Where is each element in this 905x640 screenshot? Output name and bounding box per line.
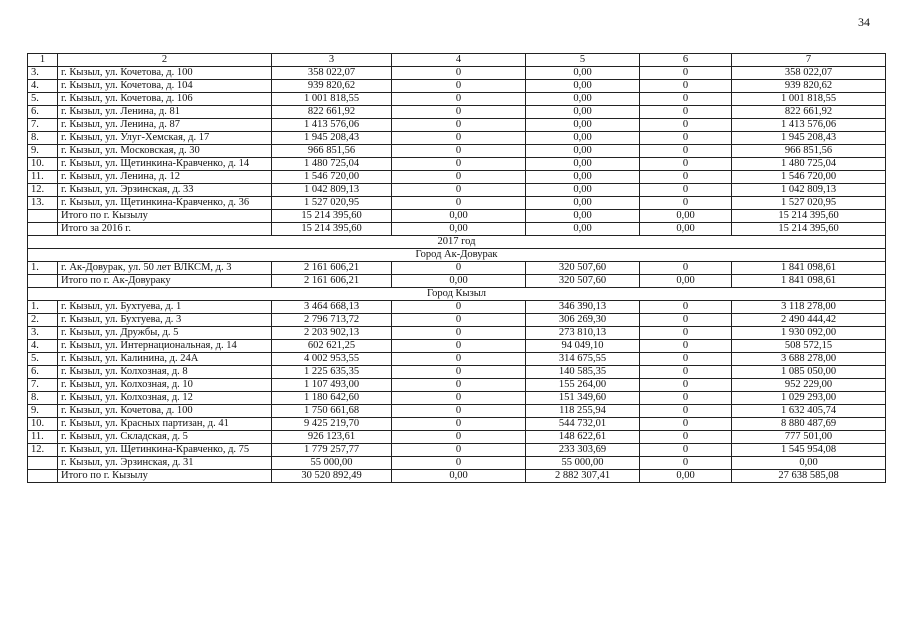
col5-cell: 0,00 <box>526 106 640 119</box>
col5-cell: 148 622,61 <box>526 431 640 444</box>
col5-cell: 55 000,00 <box>526 457 640 470</box>
address-cell: г. Кызыл, ул. Эрзинская, д. 33 <box>58 184 272 197</box>
col5-cell: 0,00 <box>526 145 640 158</box>
col4-cell: 0 <box>392 171 526 184</box>
section-title: Город Ак-Довурак <box>28 249 886 262</box>
col6-cell: 0 <box>640 80 732 93</box>
total-cost-cell: 602 621,25 <box>272 340 392 353</box>
table-row <box>28 392 886 405</box>
budget-table <box>27 53 886 483</box>
col5-cell: 0,00 <box>526 171 640 184</box>
col7-cell: 1 632 405,74 <box>732 405 886 418</box>
col5-cell: 0,00 <box>526 132 640 145</box>
col7-cell: 15 214 395,60 <box>732 210 886 223</box>
total-cost-cell: 1 107 493,00 <box>272 379 392 392</box>
col6-cell: 0 <box>640 366 732 379</box>
total-cost-cell: 1 750 661,68 <box>272 405 392 418</box>
address-cell: г. Кызыл, ул. Складская, д. 5 <box>58 431 272 444</box>
section-title: Город Кызыл <box>28 288 886 301</box>
col4-cell: 0 <box>392 457 526 470</box>
col5-cell: 151 349,60 <box>526 392 640 405</box>
address-cell: г. Кызыл, ул. Кочетова, д. 104 <box>58 80 272 93</box>
row-number-cell: 9. <box>28 145 58 158</box>
total-cost-cell: 1 779 257,77 <box>272 444 392 457</box>
row-number-cell: 4. <box>28 80 58 93</box>
col4-cell: 0 <box>392 184 526 197</box>
table-row <box>28 327 886 340</box>
address-cell: г. Кызыл, ул. Улуг-Хемская, д. 17 <box>58 132 272 145</box>
col4-cell: 0 <box>392 301 526 314</box>
col5-cell: 0,00 <box>526 223 640 236</box>
row-number-cell: 8. <box>28 132 58 145</box>
total-cost-cell: 1 042 809,13 <box>272 184 392 197</box>
col7-cell: 1 029 293,00 <box>732 392 886 405</box>
col4-cell: 0 <box>392 405 526 418</box>
col5-cell: 314 675,55 <box>526 353 640 366</box>
row-number-cell <box>28 210 58 223</box>
col4-cell: 0 <box>392 262 526 275</box>
address-cell: г. Кызыл, ул. Дружбы, д. 5 <box>58 327 272 340</box>
col6-cell: 0 <box>640 392 732 405</box>
col6-cell: 0 <box>640 119 732 132</box>
table-row <box>28 353 886 366</box>
total-cost-cell: 30 520 892,49 <box>272 470 392 483</box>
col6-cell: 0,00 <box>640 470 732 483</box>
row-number-cell: 8. <box>28 392 58 405</box>
table-row <box>28 67 886 80</box>
total-cost-cell: 1 001 818,55 <box>272 93 392 106</box>
row-number-cell: 6. <box>28 366 58 379</box>
col7-cell: 1 480 725,04 <box>732 158 886 171</box>
total-cost-cell: 2 161 606,21 <box>272 275 392 288</box>
total-cost-cell: 55 000,00 <box>272 457 392 470</box>
col5-cell: 0,00 <box>526 184 640 197</box>
col7-cell: 358 022,07 <box>732 67 886 80</box>
col7-cell: 777 501,00 <box>732 431 886 444</box>
table-row <box>28 197 886 210</box>
column-header-2: 2 <box>58 54 272 67</box>
col6-cell: 0 <box>640 457 732 470</box>
col6-cell: 0 <box>640 353 732 366</box>
table-row <box>28 314 886 327</box>
col4-cell: 0 <box>392 93 526 106</box>
row-number-cell: 11. <box>28 431 58 444</box>
row-number-cell: 13. <box>28 197 58 210</box>
col7-cell: 1 085 050,00 <box>732 366 886 379</box>
total-cost-cell: 1 180 642,60 <box>272 392 392 405</box>
col4-cell: 0 <box>392 392 526 405</box>
col6-cell: 0 <box>640 379 732 392</box>
row-number-cell: 1. <box>28 262 58 275</box>
table-row <box>28 210 886 223</box>
col7-cell: 0,00 <box>732 457 886 470</box>
page-number: 34 <box>858 15 870 29</box>
column-header-4: 4 <box>392 54 526 67</box>
col4-cell: 0 <box>392 314 526 327</box>
col6-cell: 0 <box>640 327 732 340</box>
row-number-cell <box>28 275 58 288</box>
col6-cell: 0 <box>640 340 732 353</box>
col7-cell: 1 546 720,00 <box>732 171 886 184</box>
total-cost-cell: 2 796 713,72 <box>272 314 392 327</box>
address-cell: г. Кызыл, ул. Кочетова, д. 100 <box>58 405 272 418</box>
col4-cell: 0 <box>392 106 526 119</box>
section-row <box>28 236 886 249</box>
col7-cell: 1 545 954,08 <box>732 444 886 457</box>
row-number-cell: 3. <box>28 327 58 340</box>
col4-cell: 0,00 <box>392 275 526 288</box>
col6-cell: 0 <box>640 418 732 431</box>
col4-cell: 0 <box>392 67 526 80</box>
row-number-cell <box>28 223 58 236</box>
address-cell: Итого по г. Кызылу <box>58 470 272 483</box>
total-cost-cell: 3 464 668,13 <box>272 301 392 314</box>
col6-cell: 0 <box>640 197 732 210</box>
col5-cell: 0,00 <box>526 197 640 210</box>
table-row <box>28 158 886 171</box>
column-header-5: 5 <box>526 54 640 67</box>
column-header-1: 1 <box>28 54 58 67</box>
total-cost-cell: 966 851,56 <box>272 145 392 158</box>
table-row <box>28 275 886 288</box>
total-cost-cell: 926 123,61 <box>272 431 392 444</box>
row-number-cell: 2. <box>28 314 58 327</box>
col7-cell: 952 229,00 <box>732 379 886 392</box>
col6-cell: 0 <box>640 184 732 197</box>
col7-cell: 939 820,62 <box>732 80 886 93</box>
table-row <box>28 93 886 106</box>
col4-cell: 0 <box>392 444 526 457</box>
total-cost-cell: 1 546 720,00 <box>272 171 392 184</box>
col7-cell: 1 945 208,43 <box>732 132 886 145</box>
address-cell: Итого по г. Кызылу <box>58 210 272 223</box>
address-cell: г. Кызыл, ул. Интернациональная, д. 14 <box>58 340 272 353</box>
total-cost-cell: 939 820,62 <box>272 80 392 93</box>
row-number-cell: 12. <box>28 184 58 197</box>
col6-cell: 0 <box>640 106 732 119</box>
table-row <box>28 132 886 145</box>
col6-cell: 0 <box>640 405 732 418</box>
col5-cell: 0,00 <box>526 67 640 80</box>
col6-cell: 0,00 <box>640 210 732 223</box>
address-cell: г. Кызыл, ул. Щетинкина-Кравченко, д. 14 <box>58 158 272 171</box>
col4-cell: 0 <box>392 366 526 379</box>
table-row <box>28 184 886 197</box>
row-number-cell: 1. <box>28 301 58 314</box>
row-number-cell: 6. <box>28 106 58 119</box>
address-cell: г. Кызыл, ул. Московская, д. 30 <box>58 145 272 158</box>
address-cell: Итого за 2016 г. <box>58 223 272 236</box>
col6-cell: 0 <box>640 67 732 80</box>
table-row <box>28 366 886 379</box>
col4-cell: 0 <box>392 379 526 392</box>
row-number-cell <box>28 457 58 470</box>
table-row <box>28 301 886 314</box>
table-row <box>28 106 886 119</box>
address-cell: г. Кызыл, ул. Кочетова, д. 100 <box>58 67 272 80</box>
col4-cell: 0 <box>392 418 526 431</box>
row-number-cell: 5. <box>28 353 58 366</box>
col6-cell: 0 <box>640 171 732 184</box>
total-cost-cell: 1 480 725,04 <box>272 158 392 171</box>
row-number-cell: 7. <box>28 119 58 132</box>
col5-cell: 544 732,01 <box>526 418 640 431</box>
col6-cell: 0 <box>640 431 732 444</box>
col7-cell: 1 001 818,55 <box>732 93 886 106</box>
col6-cell: 0 <box>640 93 732 106</box>
total-cost-cell: 2 161 606,21 <box>272 262 392 275</box>
col6-cell: 0 <box>640 314 732 327</box>
total-cost-cell: 15 214 395,60 <box>272 210 392 223</box>
col5-cell: 118 255,94 <box>526 405 640 418</box>
col6-cell: 0 <box>640 158 732 171</box>
total-cost-cell: 358 022,07 <box>272 67 392 80</box>
col4-cell: 0 <box>392 197 526 210</box>
col4-cell: 0 <box>392 327 526 340</box>
col5-cell: 320 507,60 <box>526 262 640 275</box>
col5-cell: 0,00 <box>526 158 640 171</box>
total-cost-cell: 1 945 208,43 <box>272 132 392 145</box>
row-number-cell: 12. <box>28 444 58 457</box>
address-cell: г. Кызыл, ул. Красных партизан, д. 41 <box>58 418 272 431</box>
total-cost-cell: 822 661,92 <box>272 106 392 119</box>
table-row <box>28 405 886 418</box>
col7-cell: 1 930 092,00 <box>732 327 886 340</box>
col7-cell: 2 490 444,42 <box>732 314 886 327</box>
address-cell: г. Кызыл, ул. Колхозная, д. 8 <box>58 366 272 379</box>
row-number-cell: 5. <box>28 93 58 106</box>
col7-cell: 508 572,15 <box>732 340 886 353</box>
col7-cell: 966 851,56 <box>732 145 886 158</box>
row-number-cell <box>28 470 58 483</box>
col7-cell: 1 841 098,61 <box>732 275 886 288</box>
col5-cell: 233 303,69 <box>526 444 640 457</box>
col6-cell: 0 <box>640 132 732 145</box>
col4-cell: 0,00 <box>392 470 526 483</box>
col5-cell: 2 882 307,41 <box>526 470 640 483</box>
address-cell: г. Ак-Довурак, ул. 50 лет ВЛКСМ, д. 3 <box>58 262 272 275</box>
col4-cell: 0 <box>392 158 526 171</box>
address-cell: г. Кызыл, ул. Щетинкина-Кравченко, д. 36 <box>58 197 272 210</box>
col5-cell: 140 585,35 <box>526 366 640 379</box>
row-number-cell: 10. <box>28 418 58 431</box>
col7-cell: 8 880 487,69 <box>732 418 886 431</box>
table-row <box>28 119 886 132</box>
col7-cell: 1 042 809,13 <box>732 184 886 197</box>
table-row <box>28 379 886 392</box>
table-row <box>28 444 886 457</box>
table-row <box>28 262 886 275</box>
address-cell: Итого по г. Ак-Довураку <box>58 275 272 288</box>
col6-cell: 0,00 <box>640 275 732 288</box>
col4-cell: 0 <box>392 80 526 93</box>
total-cost-cell: 2 203 902,13 <box>272 327 392 340</box>
address-cell: г. Кызыл, ул. Ленина, д. 81 <box>58 106 272 119</box>
address-cell: г. Кызыл, ул. Ленина, д. 12 <box>58 171 272 184</box>
row-number-cell: 4. <box>28 340 58 353</box>
col5-cell: 320 507,60 <box>526 275 640 288</box>
address-cell: г. Кызыл, ул. Колхозная, д. 10 <box>58 379 272 392</box>
column-header-6: 6 <box>640 54 732 67</box>
column-header-3: 3 <box>272 54 392 67</box>
col7-cell: 1 527 020,95 <box>732 197 886 210</box>
col6-cell: 0 <box>640 301 732 314</box>
table-row <box>28 80 886 93</box>
address-cell: г. Кызыл, ул. Калинина, д. 24А <box>58 353 272 366</box>
col7-cell: 15 214 395,60 <box>732 223 886 236</box>
col7-cell: 1 413 576,06 <box>732 119 886 132</box>
total-cost-cell: 1 527 020,95 <box>272 197 392 210</box>
address-cell: г. Кызыл, ул. Бухтуева, д. 3 <box>58 314 272 327</box>
address-cell: г. Кызыл, ул. Бухтуева, д. 1 <box>58 301 272 314</box>
section-title: 2017 год <box>28 236 886 249</box>
col4-cell: 0 <box>392 132 526 145</box>
col4-cell: 0 <box>392 353 526 366</box>
table-row <box>28 431 886 444</box>
row-number-cell: 7. <box>28 379 58 392</box>
table-row <box>28 457 886 470</box>
table-row <box>28 470 886 483</box>
row-number-cell: 10. <box>28 158 58 171</box>
col4-cell: 0 <box>392 145 526 158</box>
col7-cell: 822 661,92 <box>732 106 886 119</box>
col4-cell: 0 <box>392 340 526 353</box>
col4-cell: 0 <box>392 119 526 132</box>
table-row <box>28 340 886 353</box>
col7-cell: 27 638 585,08 <box>732 470 886 483</box>
total-cost-cell: 1 413 576,06 <box>272 119 392 132</box>
address-cell: г. Кызыл, ул. Ленина, д. 87 <box>58 119 272 132</box>
table-header-row <box>28 54 886 67</box>
col5-cell: 273 810,13 <box>526 327 640 340</box>
col7-cell: 3 118 278,00 <box>732 301 886 314</box>
row-number-cell: 3. <box>28 67 58 80</box>
table-row <box>28 171 886 184</box>
total-cost-cell: 4 002 953,55 <box>272 353 392 366</box>
col6-cell: 0,00 <box>640 223 732 236</box>
col5-cell: 0,00 <box>526 210 640 223</box>
col6-cell: 0 <box>640 145 732 158</box>
col6-cell: 0 <box>640 444 732 457</box>
col7-cell: 3 688 278,00 <box>732 353 886 366</box>
col5-cell: 0,00 <box>526 93 640 106</box>
table-row <box>28 223 886 236</box>
col6-cell: 0 <box>640 262 732 275</box>
total-cost-cell: 1 225 635,35 <box>272 366 392 379</box>
address-cell: г. Кызыл, ул. Щетинкина-Кравченко, д. 75 <box>58 444 272 457</box>
col5-cell: 0,00 <box>526 80 640 93</box>
total-cost-cell: 15 214 395,60 <box>272 223 392 236</box>
address-cell: г. Кызыл, ул. Колхозная, д. 12 <box>58 392 272 405</box>
col7-cell: 1 841 098,61 <box>732 262 886 275</box>
table-row <box>28 145 886 158</box>
col4-cell: 0,00 <box>392 223 526 236</box>
address-cell: г. Кызыл, ул. Эрзинская, д. 31 <box>58 457 272 470</box>
row-number-cell: 11. <box>28 171 58 184</box>
section-row <box>28 288 886 301</box>
col5-cell: 306 269,30 <box>526 314 640 327</box>
col4-cell: 0,00 <box>392 210 526 223</box>
table-row <box>28 418 886 431</box>
total-cost-cell: 9 425 219,70 <box>272 418 392 431</box>
section-row <box>28 249 886 262</box>
column-header-7: 7 <box>732 54 886 67</box>
col5-cell: 155 264,00 <box>526 379 640 392</box>
col4-cell: 0 <box>392 431 526 444</box>
address-cell: г. Кызыл, ул. Кочетова, д. 106 <box>58 93 272 106</box>
col5-cell: 0,00 <box>526 119 640 132</box>
col5-cell: 94 049,10 <box>526 340 640 353</box>
col5-cell: 346 390,13 <box>526 301 640 314</box>
row-number-cell: 9. <box>28 405 58 418</box>
